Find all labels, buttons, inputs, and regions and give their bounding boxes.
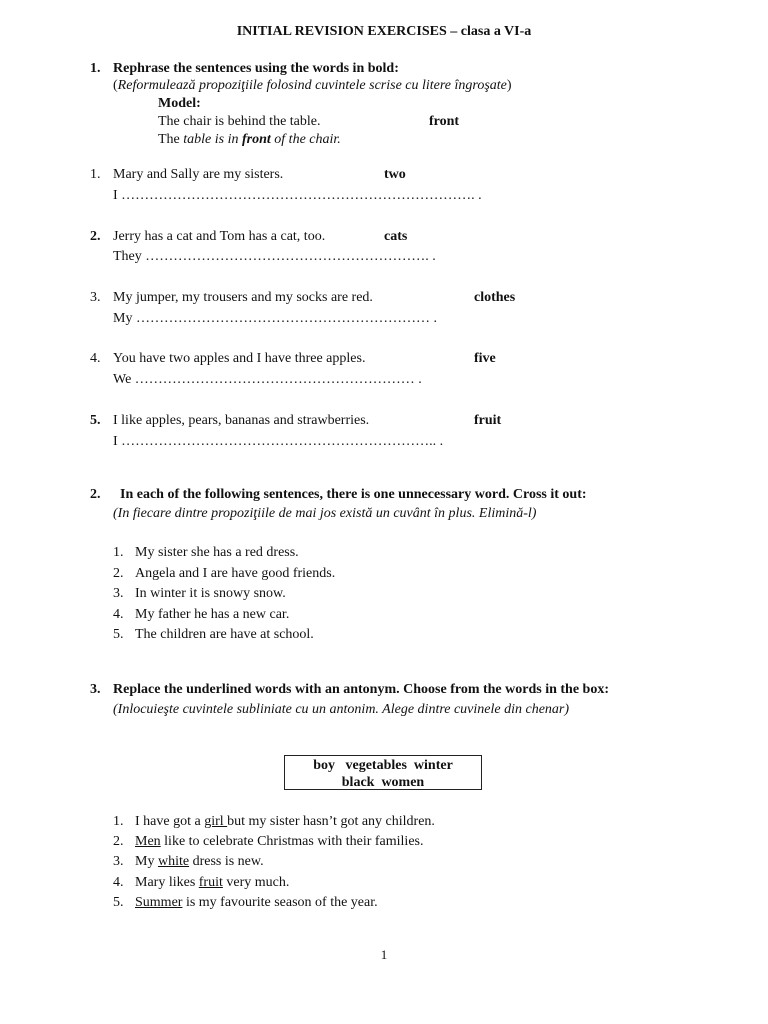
s3-item-number: 2. <box>113 834 124 849</box>
s3-item-number: 5. <box>113 895 124 910</box>
word-box <box>284 755 482 790</box>
section2-translation: (In fiecare dintre propoziţiile de mai jos există un cuvânt în plus. Elimină-l) <box>113 506 537 521</box>
underlined-word: Summer <box>135 895 183 910</box>
s1-item-answer-line[interactable]: We …………………………………………………… . <box>113 372 422 387</box>
s1-item-sentence: You have two apples and I have three apples. <box>113 351 366 366</box>
s1-item-sentence: Mary and Sally are my sisters. <box>113 167 284 182</box>
word-box-line: black women <box>341 775 425 790</box>
s2-item-number: 2. <box>113 566 124 581</box>
model-answer: The table is in front of the chair. <box>158 132 341 147</box>
section2-number: 2. <box>90 487 101 502</box>
s3-item-text[interactable]: Summer is my favourite season of the year. <box>135 895 378 910</box>
underlined-word: Men <box>135 834 161 849</box>
s2-item-text[interactable]: My father he has a new car. <box>135 607 290 622</box>
s2-item-text[interactable]: In winter it is snowy snow. <box>135 586 286 601</box>
section1-translation: (Reformulează propoziţiile folosind cuvintele scrise cu litere îngroşate) <box>113 78 512 93</box>
s1-item-number: 2. <box>90 229 101 244</box>
underlined-word: white <box>157 854 190 869</box>
section3-translation: (Inlocuieşte cuvintele subliniate cu un antonim. Alege dintre cuvinele din chenar) <box>113 702 570 717</box>
s2-item-text[interactable]: The children are have at school. <box>135 627 314 642</box>
section2-heading: In each of the following sentences, there is one unnecessary word. Cross it out: <box>120 487 587 502</box>
s1-item-answer-line[interactable]: I …………………………………………………………………. . <box>113 188 482 203</box>
s3-item-number: 4. <box>113 875 124 890</box>
page-number: 1 <box>380 947 388 962</box>
s1-item-keyword: two <box>384 167 406 182</box>
section1-heading: Rephrase the sentences using the words in bold: <box>113 61 399 76</box>
s1-item-sentence: My jumper, my trousers and my socks are red. <box>113 290 373 305</box>
s2-item-text[interactable]: Angela and I are have good friends. <box>135 566 336 581</box>
section3-heading: Replace the underlined words with an antonym. Choose from the words in the box: <box>113 682 609 697</box>
model-keyword: front <box>429 114 460 129</box>
model-label: Model: <box>158 96 201 111</box>
underlined-word: fruit <box>198 875 223 890</box>
s2-item-number: 4. <box>113 607 124 622</box>
section1-number: 1. <box>90 61 101 76</box>
s1-item-keyword: clothes <box>474 290 516 305</box>
s1-item-sentence: Jerry has a cat and Tom has a cat, too. <box>113 229 326 244</box>
s2-item-number: 5. <box>113 627 124 642</box>
s2-item-number: 3. <box>113 586 124 601</box>
s1-item-sentence: I like apples, pears, bananas and strawberries. <box>113 413 370 428</box>
s1-item-number: 4. <box>90 351 101 366</box>
s3-item-text[interactable]: My white dress is new. <box>135 854 264 869</box>
s1-item-number: 1. <box>90 167 101 182</box>
s1-item-answer-line[interactable]: My ……………………………………………………… . <box>113 311 437 326</box>
s2-item-number: 1. <box>113 545 124 560</box>
underlined-word: girl <box>204 814 228 829</box>
word-box-line: boy vegetables winter <box>313 758 453 773</box>
s3-item-number: 1. <box>113 814 124 829</box>
section3-number: 3. <box>90 682 101 697</box>
s1-item-answer-line[interactable]: I ………………………………………………………….. . <box>113 434 444 449</box>
s1-item-answer-line[interactable]: They ……………………………………………………. . <box>113 249 436 264</box>
s3-item-text[interactable]: Mary likes fruit very much. <box>135 875 290 890</box>
s1-item-keyword: cats <box>384 229 408 244</box>
s3-item-text[interactable]: I have got a girl but my sister hasn’t got any children. <box>135 814 435 829</box>
s1-item-keyword: five <box>474 351 496 366</box>
page-title: INITIAL REVISION EXERCISES – clasa a VI-a <box>236 24 532 39</box>
s1-item-number: 3. <box>90 290 101 305</box>
model-sentence: The chair is behind the table. <box>158 114 321 129</box>
s1-item-keyword: fruit <box>474 413 502 428</box>
s2-item-text[interactable]: My sister she has a red dress. <box>135 545 299 560</box>
s1-item-number: 5. <box>90 413 101 428</box>
s3-item-text[interactable]: Men like to celebrate Christmas with their families. <box>135 834 424 849</box>
s3-item-number: 3. <box>113 854 124 869</box>
